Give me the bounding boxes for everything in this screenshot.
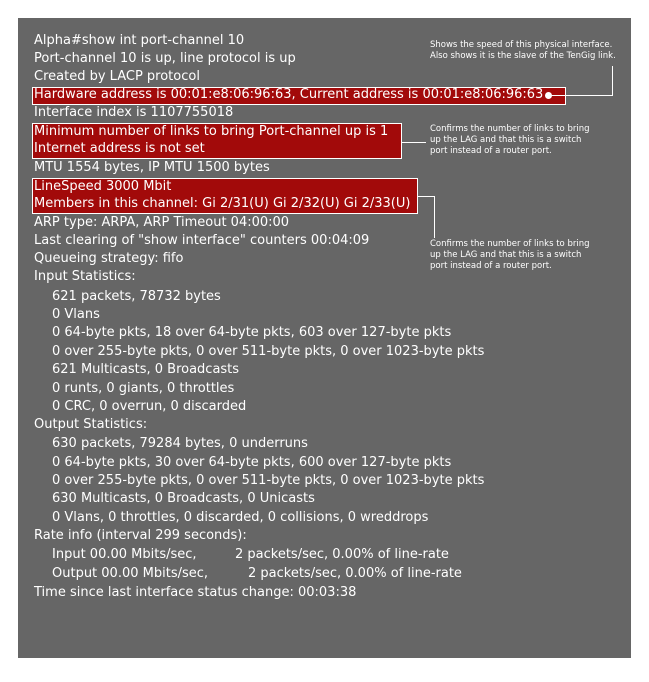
rate-output-value: 2 packets/sec, 0.00% of line-rate — [248, 566, 462, 581]
hardware-address-line: Hardware address is 00:01:e8:06:96:63, Current address is 00:01:e8:06:96:63 — [34, 87, 544, 102]
output-stat-line: 630 Multicasts, 0 Broadcasts, 0 Unicasts — [52, 491, 315, 506]
input-stat-line: 0 over 255-byte pkts, 0 over 511-byte pkts, 0 over 1023-byte pkts — [52, 344, 485, 359]
terminal-output-panel — [18, 18, 631, 658]
input-stats-header: Input Statistics: — [34, 269, 136, 284]
output-stat-line: 0 over 255-byte pkts, 0 over 511-byte pkts, 0 over 1023-byte pkts — [52, 473, 485, 488]
annotation-speed-note — [430, 40, 616, 62]
output-stat-line: 630 packets, 79284 bytes, 0 underruns — [52, 436, 308, 451]
input-stat-line: 0 Vlans — [52, 307, 100, 322]
output-stat-line: 0 64-byte pkts, 30 over 64-byte pkts, 600 over 127-byte pkts — [52, 455, 452, 470]
arp-line: ARP type: ARPA, ARP Timeout 04:00:00 — [34, 215, 290, 230]
connector-line-3-vertical — [434, 196, 435, 238]
min-links-line: Minimum number of links to bring Port-channel up is 1 — [34, 124, 389, 139]
members-line: Members in this channel: Gi 2/31(U) Gi 2/32(U) Gi 2/33(U) — [34, 196, 411, 211]
connector-line-1-vertical — [612, 66, 613, 96]
annotation-text: port instead of a router port. — [430, 261, 552, 271]
input-stat-line: 0 CRC, 0 overrun, 0 discarded — [52, 399, 247, 414]
line-speed-line: LineSpeed 3000 Mbit — [34, 179, 172, 194]
annotation-text: Confirms the number of links to bring — [430, 239, 590, 249]
queueing-line: Queueing strategy: fifo — [34, 251, 184, 266]
connector-line-3-horizontal — [418, 196, 434, 197]
input-stat-line: 621 packets, 78732 bytes — [52, 289, 221, 304]
annotation-members-note — [430, 239, 590, 272]
rate-input-value: 2 packets/sec, 0.00% of line-rate — [235, 547, 449, 562]
rate-output-label: Output 00.00 Mbits/sec, — [52, 566, 209, 581]
annotation-text: Also shows it is the slave of the TenGig link. — [430, 51, 616, 61]
annotation-text: up the LAG and that this is a switch — [430, 250, 582, 260]
output-stat-line: 0 Vlans, 0 throttles, 0 discarded, 0 collisions, 0 wreddrops — [52, 510, 429, 525]
created-by-line: Created by LACP protocol — [34, 69, 200, 84]
rate-info-header: Rate info (interval 299 seconds): — [34, 528, 247, 543]
mtu-line: MTU 1554 bytes, IP MTU 1500 bytes — [34, 160, 270, 175]
prompt-line: Alpha#show int port-channel 10 — [34, 33, 245, 48]
connector-dot-1 — [545, 92, 552, 99]
connector-line-2 — [402, 142, 426, 143]
time-since-line: Time since last interface status change: 00:03:38 — [34, 585, 357, 600]
interface-index-line: Interface index is 1107755018 — [34, 105, 234, 120]
annotation-lag-note — [430, 124, 590, 157]
annotation-text: port instead of a router port. — [430, 146, 552, 156]
input-stat-line: 0 64-byte pkts, 18 over 64-byte pkts, 603 over 127-byte pkts — [52, 325, 452, 340]
annotation-text: up the LAG and that this is a switch — [430, 135, 582, 145]
status-line: Port-channel 10 is up, line protocol is up — [34, 51, 296, 66]
output-stats-header: Output Statistics: — [34, 417, 148, 432]
last-clearing-line: Last clearing of "show interface" counters 00:04:09 — [34, 233, 370, 248]
rate-input-label: Input 00.00 Mbits/sec, — [52, 547, 197, 562]
annotation-text: Shows the speed of this physical interface. — [430, 40, 613, 50]
input-stat-line: 0 runts, 0 giants, 0 throttles — [52, 381, 235, 396]
annotation-text: Confirms the number of links to bring — [430, 124, 590, 134]
internet-address-line: Internet address is not set — [34, 141, 205, 156]
input-stat-line: 621 Multicasts, 0 Broadcasts — [52, 362, 240, 377]
connector-line-1-horizontal — [548, 95, 613, 96]
